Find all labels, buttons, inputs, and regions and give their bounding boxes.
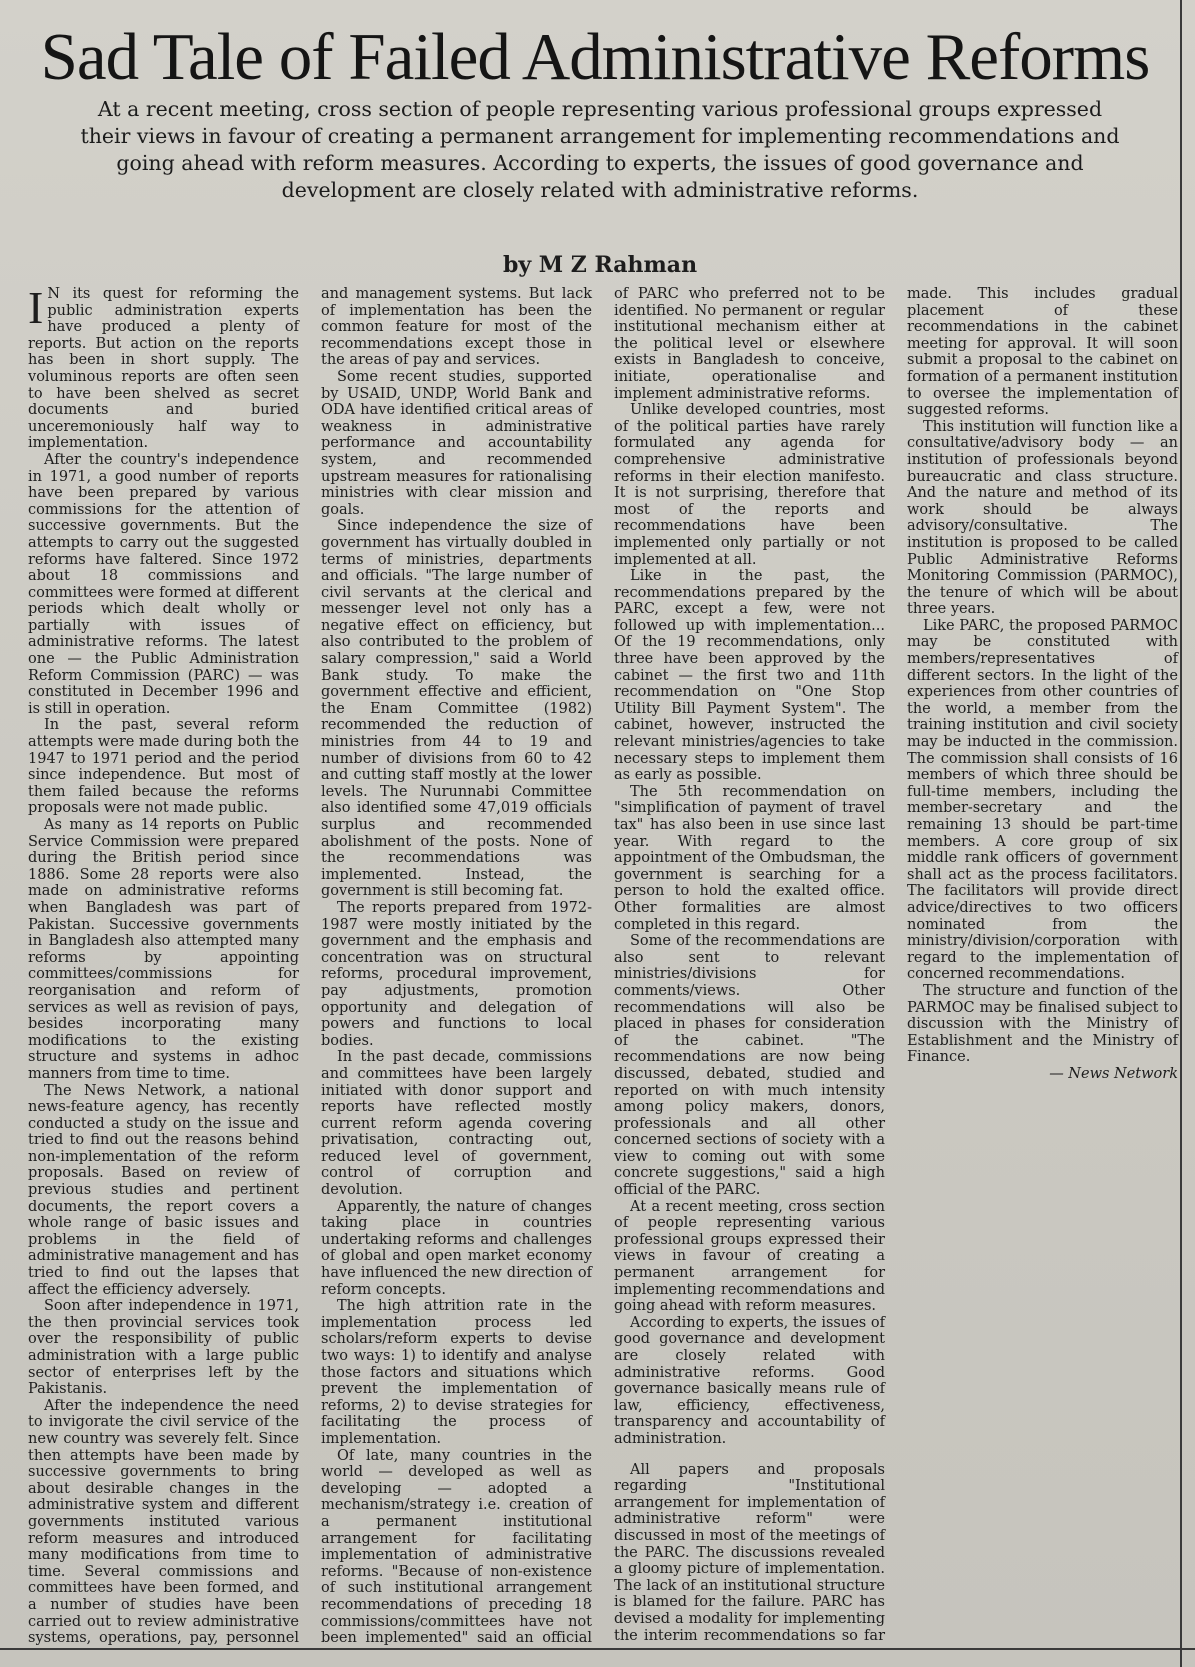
article-paragraph: The News Network, a national news-feature agency, has recently conducted a study on the issue and tried to find out the reasons behind non-implementation of the reform proposals. Based on review of previous studies and pertinent documents, the report covers a whole range of basic issues and problems in the field of administrative management and has tried to find out the lapses that affect the efficiency adversely.	[28, 1082, 299, 1298]
byline: by M Z Rahman	[502, 252, 698, 278]
source-credit: — News Network	[1049, 1065, 1178, 1082]
bottom-rule	[0, 1648, 1195, 1650]
article-paragraph: Some of the recommendations are also sent to relevant ministries/divisions for comments/views. Other recommendations will also be placed in phases for consideration of the cabinet. "The recommendations are now being discussed, debated, studied and reported on with much intensity among policy makers, donors, professionals and all other concerned sections of society with a view to coming out with some concrete suggestions," said a high official of the PARC.	[614, 933, 885, 1199]
article-paragraph: Soon after independence in 1971, the then provincial services took over the responsibility of public administration with a large public sector of enterprises left by the Pakistanis.	[28, 1298, 299, 1398]
article-paragraph: Since independence the size of government has virtually doubled in terms of ministries, departments and officials. "The large number of civil servants at the clerical and messenger level not only has a negative effect on efficiency, but also contributed to the problem of salary compression," said a World Bank study. To make the government effective and efficient, the Enam Committee (1982) recommended the reduction of ministries from 44 to 19 and number of divisions from 60 to 42 and cutting staff mostly at the lower levels. The Nurunnabi Committee also identified some 47,019 officials surplus and recommended abolishment of the posts. None of the recommendations was implemented. Instead, the government is still becoming fat.	[321, 518, 592, 900]
standfirst: At a recent meeting, cross section of people representing various professional groups expressed their views in favour of creating a permanent arrangement for implementing recommendations and going ahead with reform measures. According to experts, the issues of good governance and development are closely related with administrative reforms.	[80, 97, 1120, 202]
article-paragraph: IN its quest for reforming the public administration experts have produced a plenty of reports. But action on the reports has been in short supply. The voluminous reports are often seen to have been shelved as secret documents and buried unceremoniously half way to implementation.	[28, 282, 299, 452]
article-paragraph: This institution will function like a consultative/advisory body — an institution of professionals beyond bureaucratic and class structure. And the nature and method of its work should be always advisory/consultative. The institution is proposed to be called Public Administrative Reforms Monitoring Commission (PARMOC), the tenure of which will be about three years.	[907, 418, 1178, 618]
article-paragraph: The structure and function of the PARMOC may be finalised subject to discussion with the Ministry of Establishment and the Ministry of Finance.	[907, 982, 1178, 1066]
article-paragraph: The high attrition rate in the implementation process led scholars/reform experts to devise two ways: 1) to identify and analyse those factors and situations which prevent the implementation of reforms, 2) to devise strategies for facilitating the process of implementation.	[321, 1298, 592, 1447]
article-paragraph: Like PARC, the proposed PARMOC may be constituted with members/representatives of different sectors. In the light of the experiences from other countries of the world, a member from the training institution and civil society may be inducted in the commission. The commission shall consists of 16 members of which three should be full-time members, including the member-secretary and the remaining 13 should be part-time members. A core group of six middle rank officers of government shall act as the process facilitators. The facilitators will provide direct advice/directives to two officers nominated from the ministry/division/corporation with regard to the implementation of concerned recommendations.	[907, 617, 1178, 983]
article-paragraph: According to experts, the issues of good governance and development are closely related with administrative reforms. Good governance basically means rule of law, efficiency, effectiveness, transparency and accountability of administration.	[614, 1314, 885, 1447]
article-paragraph: All papers and proposals regarding "Institutional arrangement for implementation of administrative reform" were discussed in most of the meetings of the PARC. The discussions revealed a gloomy picture of implementation. The lack of an institutional structure is blamed for the failure. PARC has devised a modality for implementing the interim recommendations so far made. This includes gradual placement of these recommendations in the cabinet meeting for approval. It will soon submit a proposal to the cabinet on formation of a permanent institution to oversee the implementation of suggested reforms.	[614, 286, 1178, 1644]
article-paragraph: Unlike developed countries, most of the political parties have rarely formulated any agenda for comprehensive administrative reforms in their election manifesto. It is not surprising, therefore that most of the reports and recommendations have been implemented only partially or not implemented at all.	[614, 402, 885, 568]
right-edge-rule	[1180, 0, 1182, 1667]
article-paragraph: As many as 14 reports on Public Service Commission were prepared during the British period since 1886. Some 28 reports were also made on administrative reforms when Bangladesh was part of Pakistan. Successive governments in Bangladesh also attempted many reforms by appointing committees/commissions for reorganisation and reform of services as well as revision of pays, besides incorporating many modifications to the existing structure and systems in adhoc manners from time to time.	[28, 817, 299, 1082]
article-paragraph: In the past, several reform attempts were made during both the 1947 to 1971 period and the period since independence. But most of them failed because the reforms proposals were not made public.	[28, 717, 299, 817]
article-paragraph: After the independence the need to invigorate the civil service of the new country was severely felt. Since then attempts have been made by successive governments to bring about desirable changes in the administrative system and different governments instituted various reform measures and introduced many modifications from time to time. Several commissions and committees have been formed, and a number of studies have been carried out to review administrative systems, operations, pay, personnel and management systems. But lack of implementation has been the common feature for most of the recommendations except those in the areas of pay and services.	[28, 286, 592, 1647]
article-paragraph: Apparently, the nature of changes taking place in countries undertaking reforms and challenges of global and open market economy have influenced the new direction of reform concepts.	[321, 1198, 592, 1298]
article-paragraph: The 5th recommendation on "simplification of payment of travel tax" has also been in use since last year. With regard to the appointment of the Ombudsman, the government is searching for a person to hold the exalted office. Other formalities are almost completed in this regard.	[614, 783, 885, 933]
article-paragraph: Some recent studies, supported by USAID, UNDP, World Bank and ODA have identified critical areas of weakness in administrative performance and accountability system, and recommended upstream measures for rationalising ministries with clear mission and goals.	[321, 368, 592, 518]
article-body	[28, 282, 1178, 1648]
article-paragraph: After the country's independence in 1971, a good number of reports have been prepared by various commissions for the attention of successive governments. But the attempts to carry out the suggested reforms have faltered. Since 1972 about 18 commissions and committees were formed at different periods which dealt wholly or partially with issues of administrative reforms. The latest one — the Public Administration Reform Commission (PARC) — was constituted in December 1996 and is still in operation.	[28, 451, 299, 717]
article-paragraph: At a recent meeting, cross section of people representing various professional groups expressed their views in favour of creating a permanent arrangement for implementing recommendations and going ahead with reform measures.	[614, 1198, 885, 1315]
article-paragraph: The reports prepared from 1972-1987 were mostly initiated by the government and the emphasis and concentration was on structural reforms, procedural improvement, pay adjustments, promotion opportunity and delegation of powers and functions to local bodies.	[321, 899, 592, 1049]
headline: Sad Tale of Failed Administrative Reforms	[40, 20, 1150, 94]
article-paragraph: Like in the past, the recommendations prepared by the PARC, except a few, were not followed up with implementation... Of the 19 recommendations, only three have been approved by the cabinet — the first two and 11th recommendation on "One Stop Utility Bill Payment System". The cabinet, however, instructed the relevant ministries/agencies to take necessary steps to implement them as early as possible.	[614, 568, 885, 784]
article-paragraph: In the past decade, commissions and committees have been largely initiated with donor support and reports have reflected mostly current reform agenda covering privatisation, contracting out, reduced level of government, control of corruption and devolution.	[321, 1049, 592, 1199]
article-paragraph: Of late, many countries in the world — developed as well as developing — adopted a mechanism/strategy i.e. creation of a permanent institutional arrangement for facilitating implementation of administrative reforms. "Because of non-existence of such institutional arrangement recommendations of preceding 18 commissions/committees have not been implemented" said an official of PARC who preferred not to be identified. No permanent or regular institutional mechanism either at the political level or elsewhere exists in Bangladesh to conceive, initiate, operationalise and implement administrative reforms.	[321, 286, 885, 1647]
